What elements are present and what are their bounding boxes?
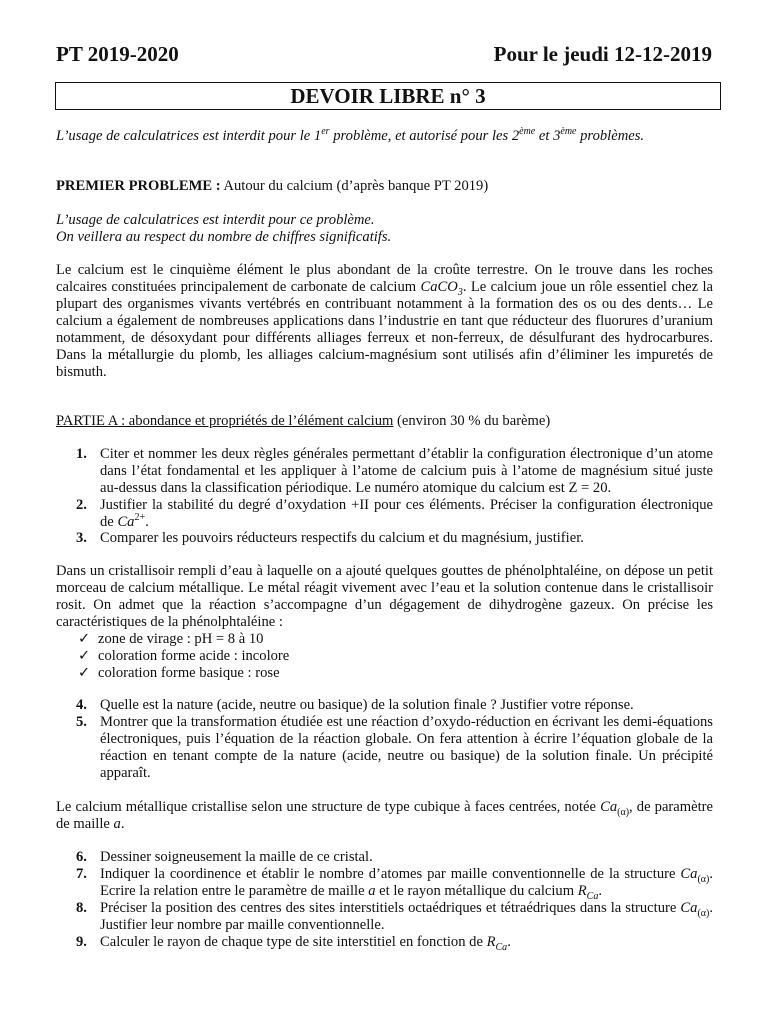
question-1: 1. Citer et nommer les deux règles générales permettant d’établir la configuration électronique d’un atome dans l’état fondamental et les appliquer à l’atome de calcium puis à l’atome de magnésium situé juste au-dessus dans la classification périodique. Le numéro atomique du calcium est Z = 20. [76, 446, 713, 496]
checkmark-icon: ✓ [78, 648, 91, 664]
problem1-heading [56, 178, 713, 195]
crystal-paragraph: Le calcium métallique cristallise selon une structure de type cubique à faces centrées, notée $Ca_{(\alpha)}$, de paramètre de maille a. [56, 799, 713, 832]
problem1-note-sigfigs: On veillera au respect du nombre de chiffres significatifs. [56, 229, 392, 245]
problem1-note-calculators: L’usage de calculatrices est interdit pour ce problème. [56, 212, 375, 228]
page-header [56, 42, 712, 67]
checklist-item: ✓ zone de virage : pH = 8 à 10 [78, 631, 264, 647]
question-7: 7. Indiquer la coordinence et établir le nombre d’atomes par maille conventionnelle de la structure $Ca_{(\alpha)}$. Ecrire la relation entre le paramètre de maille a et le rayon métallique du calcium $R_{Ca}$. [76, 866, 713, 902]
question-6: 6. Dessiner soigneusement la maille de ce cristal. [76, 849, 373, 865]
intro-paragraph: Le calcium est le cinquième élément le plus abondant de la croûte terrestre. On le trouve dans les roches calcaires constituées principalement de carbonate de calcium CaCO$_3$. Le calcium joue un rôle essentiel chez la plupart des organismes vivants vertébrés en contribuant notamment à la formation des os ou des dents… Le calcium a également de nombreuses applications dans l’industrie en tant que réducteur des fluorures d’uranium notamment, de désoxydant pour différents alliages ferreux et non-ferreux, de désulfurant des hydrocarbures. Dans la métallurgie du plomb, les alliages calcium-magnésium sont utilisés afin d’éliminer les impuretés de bismuth. [56, 262, 713, 380]
experiment-paragraph: Dans un cristallisoir rempli d’eau à laquelle on a ajouté quelques gouttes de phénolphtaléine, on dépose un petit morceau de calcium métallique. Le métal réagit vivement avec l’eau et la solution contenue dans le cristallisoir rosit. On admet que la réaction s’accompagne d’un dégagement de dihydrogène gazeux. On précise les caractéristiques de la phénolphtaléine : [56, 563, 713, 630]
question-8: 8. Préciser la position des centres des sites interstitiels octaédriques et tétraédriques dans la structure $Ca_{(\alpha)}$. Justifier leur nombre par maille conventionnelle. [76, 900, 713, 933]
question-2: 2. Justifier la stabilité du degré d’oxydation +II pour ces éléments. Préciser la configuration électronique de $Ca^{2+}$. [76, 497, 713, 530]
question-3: 3. Comparer les pouvoirs réducteurs respectifs du calcium et du magnésium, justifier. [76, 530, 584, 546]
checkmark-icon: ✓ [78, 665, 91, 681]
question-9: 9. Calculer le rayon de chaque type de site interstitiel en fonction de $R_{Ca}$. [76, 934, 511, 953]
partA-title: PARTIE A : abondance et propriétés de l’élément calcium [56, 413, 394, 429]
question-5: 5. Montrer que la transformation étudiée est une réaction d’oxydo-réduction en écrivant les demi-équations électroniques, puis l’équation de la réaction globale. On fera attention à écrire l’équation globale de la réaction en tenant compte de la nature (acide, neutre ou basique) de la solution finale. Un précipité apparaît. [76, 714, 713, 781]
checkmark-icon: ✓ [78, 631, 91, 647]
checklist-item: ✓ coloration forme basique : rose [78, 665, 280, 681]
question-4: 4. Quelle est la nature (acide, neutre ou basique) de la solution finale ? Justifier votre réponse. [76, 697, 634, 713]
problem1-label: PREMIER PROBLEME : [56, 178, 221, 194]
calculator-note: L’usage de calculatrices est interdit pour le 1er problème, et autorisé pour les 2ème et 3ème problèmes. [56, 126, 645, 144]
partA-heading [56, 413, 713, 430]
header-class-year: PT 2019-2020 [56, 42, 179, 66]
header-due-date: Pour le jeudi 12-12-2019 [493, 42, 712, 66]
checklist-item: ✓ coloration forme acide : incolore [78, 648, 290, 664]
problem1-subtitle: Autour du calcium (d’après banque PT 2019) [220, 178, 489, 194]
document-title: DEVOIR LIBRE n° 3 [55, 82, 721, 110]
partA-weight: (environ 30 % du barème) [393, 413, 551, 429]
